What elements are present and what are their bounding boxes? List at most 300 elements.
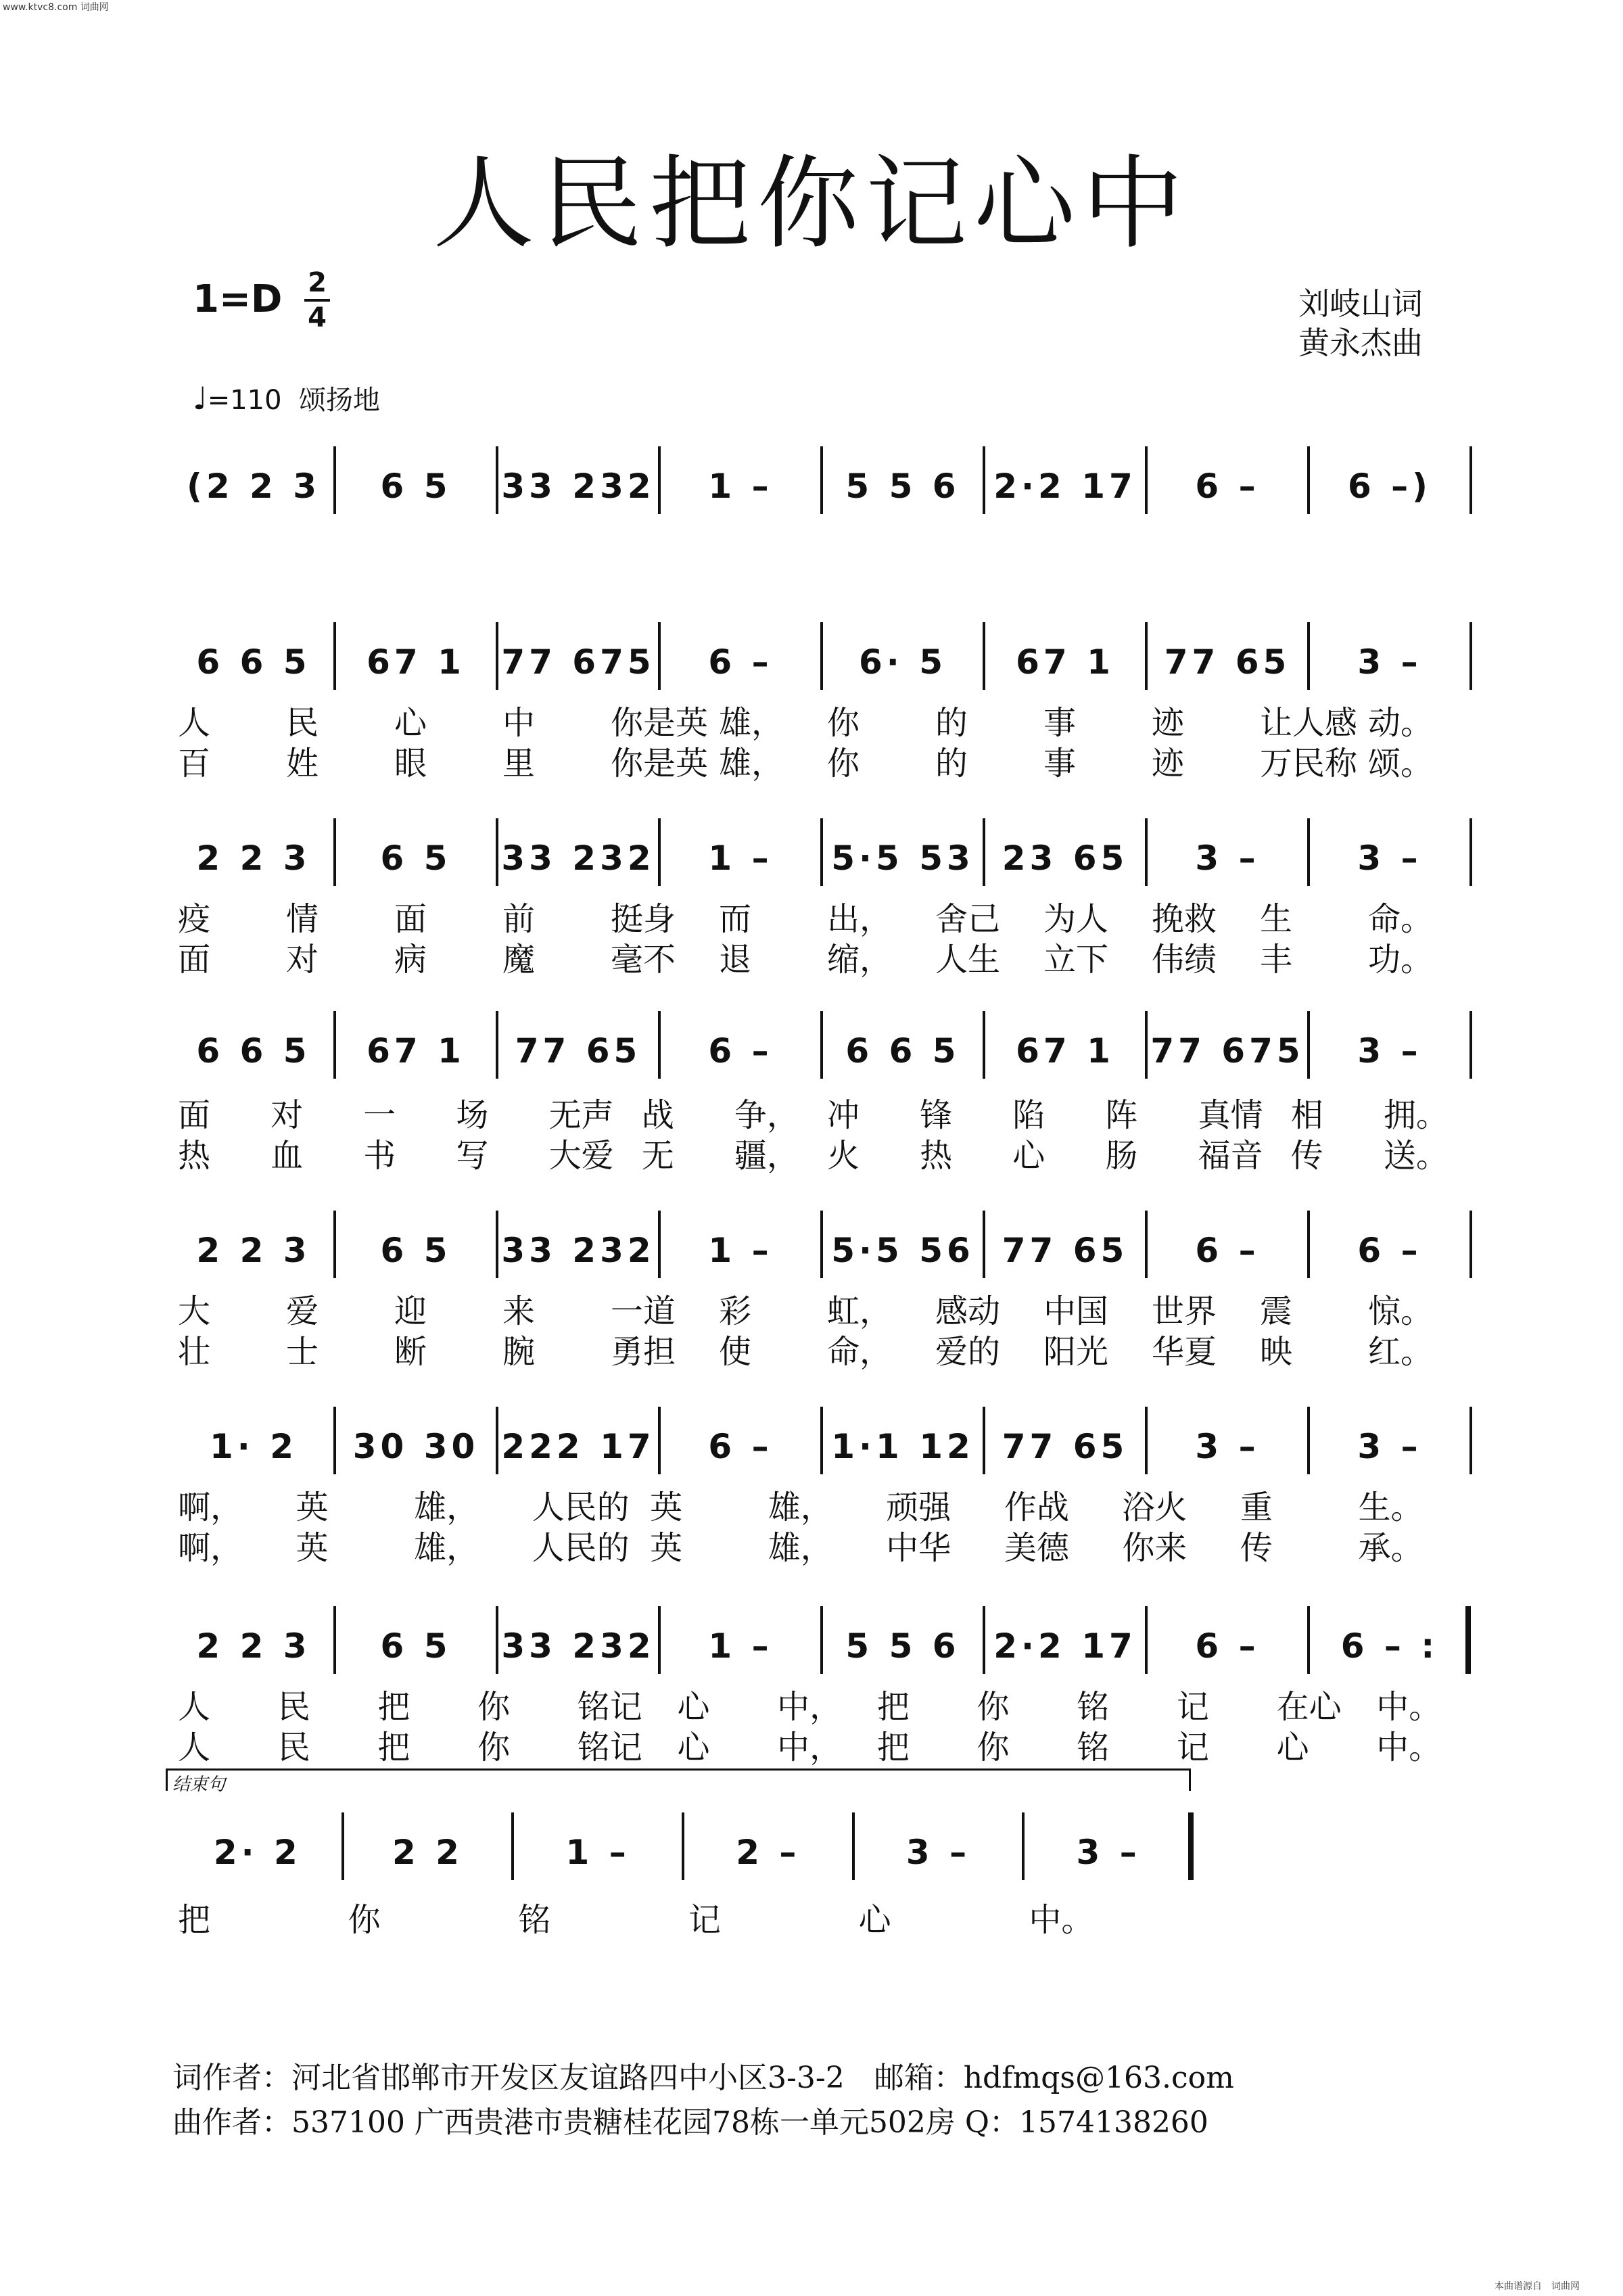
measure xyxy=(172,818,335,893)
time-signature xyxy=(304,268,330,333)
lyric-word: 雄， xyxy=(768,1489,833,1526)
lyric-word: 把 xyxy=(377,1688,410,1726)
lyric-word: 啊， xyxy=(178,1529,243,1567)
measure xyxy=(513,1812,683,1887)
lyric-word: 热 xyxy=(178,1137,211,1175)
lyric-word: 你是英 xyxy=(611,745,709,782)
measure xyxy=(497,1407,659,1481)
measure-notes: 6 – xyxy=(1195,1231,1260,1270)
measure xyxy=(1146,1211,1309,1285)
measure xyxy=(1146,1407,1309,1481)
lyric-word: 世界 xyxy=(1152,1292,1217,1330)
lyricist-credit: 刘岐山词 xyxy=(1298,285,1423,322)
lyric-word: 人生 xyxy=(935,941,1001,979)
lyric-line-2 xyxy=(172,933,1471,979)
measure-notes: 3 – xyxy=(1195,839,1260,878)
lyric-word: 争， xyxy=(734,1096,799,1134)
lyric-word: 立下 xyxy=(1043,941,1109,979)
measure-notes: 1· 2 xyxy=(210,1427,298,1466)
measure xyxy=(1023,1812,1194,1887)
measure xyxy=(659,1011,822,1085)
measure-notes: 33 232 xyxy=(501,1231,655,1270)
measure xyxy=(497,818,659,893)
lyric-word: 退 xyxy=(719,941,752,979)
lyric-word: 一道 xyxy=(611,1292,676,1330)
measure xyxy=(172,1011,335,1085)
measure xyxy=(1309,1011,1471,1085)
lyric-word: 铭记 xyxy=(577,1729,642,1766)
measure xyxy=(1309,1407,1471,1481)
lyric-word: 心 xyxy=(858,1901,891,1939)
lyric-word: 勇担 xyxy=(611,1333,676,1371)
lyric-word: 传 xyxy=(1290,1137,1323,1175)
measure-notes: 3 – xyxy=(1357,642,1422,682)
lyric-word: 腕 xyxy=(502,1333,536,1371)
lyric-word: 民 xyxy=(286,704,319,742)
lyric-word: 火 xyxy=(827,1137,860,1175)
lyric-word: 顽强 xyxy=(886,1489,951,1526)
measure-notes: 5 5 6 xyxy=(845,467,960,506)
composer-contact: 曲作者：537100 广西贵港市贵糖桂花园78栋一单元502房 Q：1574138260 xyxy=(172,2105,1208,2140)
measure-notes: 77 65 xyxy=(515,1031,642,1071)
lyric-word: 人 xyxy=(178,1688,211,1726)
measure-notes: 1 – xyxy=(708,839,773,878)
lyric-word: 你 xyxy=(977,1729,1010,1766)
measure-notes: 3 – xyxy=(1195,1427,1260,1466)
lyric-word: 对 xyxy=(286,941,319,979)
measure xyxy=(822,1606,984,1681)
measure-notes: 5·5 56 xyxy=(831,1231,974,1270)
lyric-word: 送。 xyxy=(1383,1137,1449,1175)
lyric-word: 命。 xyxy=(1368,900,1434,938)
measure xyxy=(335,1211,497,1285)
lyric-word: 阵 xyxy=(1105,1096,1138,1134)
lyric-word: 心 xyxy=(1012,1137,1045,1175)
measure-notes: 6 – xyxy=(708,1031,773,1071)
key-signature: 1=D xyxy=(193,277,283,321)
lyric-word: 福音 xyxy=(1198,1137,1263,1175)
measure-notes: 6 5 xyxy=(380,1626,452,1666)
measure xyxy=(822,622,984,697)
lyric-word: 中国 xyxy=(1043,1292,1109,1330)
lyric-word: 映 xyxy=(1260,1333,1293,1371)
lyric-word: 记 xyxy=(688,1901,722,1939)
measure xyxy=(1309,1606,1471,1681)
lyric-word: 无 xyxy=(641,1137,674,1175)
measure-notes: 6 6 5 xyxy=(845,1031,960,1071)
lyric-word: 病 xyxy=(394,941,427,979)
measure-notes: 77 65 xyxy=(1002,1427,1129,1466)
lyric-line-1 xyxy=(172,1681,1471,1726)
measure xyxy=(172,1606,335,1681)
measure-notes: 2 – xyxy=(736,1833,801,1872)
lyric-word: 场 xyxy=(456,1096,489,1134)
notation-row xyxy=(172,622,1471,697)
lyric-word: 出， xyxy=(827,900,893,938)
measure xyxy=(1146,818,1309,893)
measure-notes: 222 17 xyxy=(501,1427,655,1466)
lyric-word: 心 xyxy=(677,1688,710,1726)
measure-notes: 6 – xyxy=(1357,1231,1422,1270)
lyric-word: 眼 xyxy=(394,745,427,782)
measure xyxy=(984,1606,1146,1681)
notation-row xyxy=(172,1011,1471,1085)
measure-notes: 33 232 xyxy=(501,839,655,878)
lyric-word: 大 xyxy=(178,1292,211,1330)
corner-mark: 本曲谱源自 词曲网 xyxy=(1495,2281,1580,2292)
footer xyxy=(172,2056,1234,2145)
lyric-word: 无声 xyxy=(548,1096,614,1134)
measure-notes: 3 – xyxy=(905,1833,971,1872)
lyric-word: 中。 xyxy=(1029,1901,1094,1939)
lyric-word: 战 xyxy=(641,1096,674,1134)
lyric-word: 人 xyxy=(178,704,211,742)
measure xyxy=(984,818,1146,893)
measure-notes: 67 1 xyxy=(367,1031,465,1071)
lyric-line-1 xyxy=(172,1089,1471,1134)
lyric-word: 心 xyxy=(1276,1729,1309,1766)
lyric-word: 浴火 xyxy=(1122,1489,1187,1526)
measure-notes: 6 –) xyxy=(1347,467,1432,506)
lyric-word: 传 xyxy=(1240,1529,1273,1567)
lyric-word: 英 xyxy=(296,1489,329,1526)
lyric-word: 生 xyxy=(1260,900,1293,938)
lyric-word: 重 xyxy=(1240,1489,1273,1526)
measure xyxy=(853,1812,1024,1887)
lyric-word: 人民的 xyxy=(532,1529,630,1567)
lyric-word: 为人 xyxy=(1043,900,1109,938)
measure-notes: 23 65 xyxy=(1002,839,1129,878)
lyric-word: 魔 xyxy=(502,941,536,979)
lyric-word: 心 xyxy=(677,1729,710,1766)
lyric-word: 毫不 xyxy=(611,941,676,979)
lyric-word: 士 xyxy=(286,1333,319,1371)
lyric-word: 对 xyxy=(270,1096,304,1134)
measure-notes: 67 1 xyxy=(367,642,465,682)
lyric-word: 书 xyxy=(363,1137,396,1175)
lyric-word: 阳光 xyxy=(1043,1333,1109,1371)
measure xyxy=(335,1606,497,1681)
lyric-word: 你 xyxy=(827,704,860,742)
lyric-word: 面 xyxy=(178,1096,211,1134)
lyric-word: 大爱 xyxy=(548,1137,614,1175)
lyric-line-2 xyxy=(172,1522,1471,1567)
lyric-word: 彩 xyxy=(719,1292,752,1330)
lyric-word: 一 xyxy=(363,1096,396,1134)
lyric-word: 雄， xyxy=(719,704,784,742)
lyric-word: 挺身 xyxy=(611,900,676,938)
lyric-word: 真情 xyxy=(1198,1096,1263,1134)
lyric-word: 把 xyxy=(178,1901,211,1939)
lyric-word: 动。 xyxy=(1368,704,1434,742)
measure xyxy=(822,1011,984,1085)
lyric-word: 铭记 xyxy=(577,1688,642,1726)
measure xyxy=(335,818,497,893)
lyric-word: 你来 xyxy=(1122,1529,1187,1567)
lyric-line-1 xyxy=(172,1481,1471,1526)
lyric-word: 面 xyxy=(178,941,211,979)
lyric-word: 你是英 xyxy=(611,704,709,742)
lyric-word: 感动 xyxy=(935,1292,1001,1330)
tempo-value: =110 xyxy=(207,385,282,416)
measure xyxy=(1309,622,1471,697)
lyric-word: 肠 xyxy=(1105,1137,1138,1175)
lyric-word: 铭 xyxy=(1077,1729,1110,1766)
lyric-word: 民 xyxy=(277,1688,310,1726)
barline xyxy=(1469,446,1472,514)
measure-notes: 30 30 xyxy=(352,1427,479,1466)
measure xyxy=(172,1211,335,1285)
measure xyxy=(984,446,1146,521)
measure-notes: 1 – xyxy=(565,1833,630,1872)
lyric-word: 热 xyxy=(920,1137,953,1175)
lyric-word: 冲 xyxy=(827,1096,860,1134)
lyric-word: 在心 xyxy=(1276,1688,1342,1726)
measure xyxy=(172,446,335,521)
measure-notes: 1 – xyxy=(708,1626,773,1666)
lyric-word: 铭 xyxy=(518,1901,551,1939)
lyric-line-2 xyxy=(172,1129,1471,1175)
notation-row xyxy=(172,818,1471,893)
measure-notes: (2 2 3 xyxy=(186,467,321,506)
lyric-word: 惊。 xyxy=(1368,1292,1434,1330)
lyric-word: 中， xyxy=(777,1729,843,1766)
barline xyxy=(1465,1606,1471,1674)
lyric-word: 记 xyxy=(1176,1729,1209,1766)
lyric-line-1 xyxy=(172,1285,1471,1330)
measure-notes: 67 1 xyxy=(1016,642,1114,682)
barline xyxy=(1469,1407,1472,1474)
lyric-word: 情 xyxy=(286,900,319,938)
lyric-word: 拥。 xyxy=(1383,1096,1449,1134)
measure xyxy=(497,1606,659,1681)
lyric-line-2 xyxy=(172,737,1471,782)
measure xyxy=(497,1011,659,1085)
measure-notes: 1·1 12 xyxy=(831,1427,974,1466)
lyric-word: 壮 xyxy=(178,1333,211,1371)
measure-notes: 33 232 xyxy=(501,1626,655,1666)
measure xyxy=(659,1211,822,1285)
lyric-word: 陷 xyxy=(1012,1096,1045,1134)
lyric-word: 把 xyxy=(876,1729,910,1766)
lyric-word: 写 xyxy=(456,1137,489,1175)
measure-notes: 2·2 17 xyxy=(993,467,1137,506)
measure xyxy=(683,1812,853,1887)
lyric-word: 的 xyxy=(935,704,968,742)
measure-notes: 1 – xyxy=(708,467,773,506)
measure-notes: 6 – xyxy=(1195,467,1260,506)
song-title: 人民把你记心中 xyxy=(432,145,1190,263)
lyric-word: 血 xyxy=(270,1137,304,1175)
lyric-word: 而 xyxy=(719,900,752,938)
lyric-word: 来 xyxy=(502,1292,536,1330)
measure-notes: 33 232 xyxy=(501,467,655,506)
lyric-word: 雄， xyxy=(414,1489,479,1526)
lyric-word: 迹 xyxy=(1152,745,1185,782)
barline xyxy=(1469,1211,1472,1278)
lyric-word: 英 xyxy=(650,1489,683,1526)
lyric-word: 迎 xyxy=(394,1292,427,1330)
measure-notes: 2 2 3 xyxy=(196,1231,311,1270)
measure xyxy=(1309,1211,1471,1285)
measure xyxy=(1146,446,1309,521)
lyric-word: 美德 xyxy=(1004,1529,1069,1567)
lyric-word: 锋 xyxy=(920,1096,953,1134)
measure xyxy=(1146,1606,1309,1681)
lyric-word: 颂。 xyxy=(1368,745,1434,782)
measure xyxy=(822,446,984,521)
lyric-word: 让人感 xyxy=(1260,704,1358,742)
measure xyxy=(659,1606,822,1681)
expression-marking: 颂扬地 xyxy=(299,385,381,416)
lyric-word: 疫 xyxy=(178,900,211,938)
lyric-word: 作战 xyxy=(1004,1489,1069,1526)
notation-row xyxy=(172,1407,1471,1481)
lyric-word: 万民称 xyxy=(1260,745,1358,782)
measure-notes: 67 1 xyxy=(1016,1031,1114,1071)
lyric-word: 民 xyxy=(277,1729,310,1766)
lyric-word: 挽救 xyxy=(1152,900,1217,938)
lyric-word: 中。 xyxy=(1376,1729,1442,1766)
measure-notes: 2 2 xyxy=(392,1833,463,1872)
measure-notes: 6 – xyxy=(708,1427,773,1466)
lyric-word: 丰 xyxy=(1260,941,1293,979)
lyric-word: 舍己 xyxy=(935,900,1001,938)
measure-notes: 77 65 xyxy=(1164,642,1291,682)
measure-notes: 77 675 xyxy=(1150,1031,1304,1071)
measure xyxy=(984,1011,1146,1085)
time-signature-divider xyxy=(304,299,330,302)
lyric-word: 中 xyxy=(502,704,536,742)
lyric-word: 缩， xyxy=(827,941,893,979)
lyric-word: 相 xyxy=(1290,1096,1323,1134)
lyric-word: 你 xyxy=(477,1729,511,1766)
time-signature-top: 2 xyxy=(308,267,327,298)
measure-notes: 5 5 6 xyxy=(845,1626,960,1666)
measure xyxy=(335,1011,497,1085)
lyric-word: 迹 xyxy=(1152,704,1185,742)
measure xyxy=(822,1211,984,1285)
measure xyxy=(1309,446,1471,521)
credits xyxy=(1298,284,1423,362)
measure xyxy=(497,1211,659,1285)
measure xyxy=(1309,818,1471,893)
lyric-word: 把 xyxy=(377,1729,410,1766)
measure-notes: 3 – xyxy=(1076,1833,1141,1872)
measure-notes: 5·5 53 xyxy=(831,839,974,878)
measure xyxy=(659,818,822,893)
lyric-word: 你 xyxy=(348,1901,381,1939)
measure-notes: 2 2 3 xyxy=(196,839,311,878)
lyric-line-2 xyxy=(172,1326,1471,1371)
measure-notes: 6 – xyxy=(1195,1626,1260,1666)
lyric-word: 虹， xyxy=(827,1292,893,1330)
lyric-word: 红。 xyxy=(1368,1333,1434,1371)
lyric-word: 生。 xyxy=(1358,1489,1424,1526)
notation-row xyxy=(172,446,1471,521)
lyric-word: 爱的 xyxy=(935,1333,1001,1371)
measure xyxy=(172,1407,335,1481)
quarter-note-icon: ♩ xyxy=(193,380,208,417)
lyric-word: 中。 xyxy=(1376,1688,1442,1726)
measure-notes: 3 – xyxy=(1357,839,1422,878)
measure-notes: 77 675 xyxy=(501,642,655,682)
lyric-word: 你 xyxy=(477,1688,511,1726)
lyric-word: 断 xyxy=(394,1333,427,1371)
measure xyxy=(335,1407,497,1481)
measure xyxy=(335,622,497,697)
lyric-word: 把 xyxy=(876,1688,910,1726)
lyric-word: 姓 xyxy=(286,745,319,782)
lyric-word: 命， xyxy=(827,1333,893,1371)
lyricist-contact: 词作者：河北省邯郸市开发区友谊路四中小区3-3-2 邮箱：hdfmqs@163.com xyxy=(172,2061,1234,2095)
measure xyxy=(1146,622,1309,697)
barline xyxy=(1469,818,1472,886)
measure xyxy=(659,622,822,697)
lyric-word: 前 xyxy=(502,900,536,938)
time-signature-bottom: 4 xyxy=(308,302,327,333)
lyric-line-1 xyxy=(172,697,1471,742)
lyric-word: 承。 xyxy=(1358,1529,1424,1567)
lyric-word: 使 xyxy=(719,1333,752,1371)
lyric-line-1 xyxy=(172,1894,1471,1939)
lyric-word: 人民的 xyxy=(532,1489,630,1526)
ending-bracket xyxy=(166,1768,1191,1791)
site-header: www.ktvc8.com 词曲网 xyxy=(3,2,109,13)
barline xyxy=(1469,622,1472,690)
lyric-word: 功。 xyxy=(1368,941,1434,979)
measure xyxy=(343,1812,513,1887)
composer-credit: 黄永杰曲 xyxy=(1298,325,1423,361)
lyric-word: 你 xyxy=(827,745,860,782)
lyric-word: 事 xyxy=(1043,745,1077,782)
measure-notes: 2 2 3 xyxy=(196,1626,311,1666)
measure xyxy=(659,446,822,521)
lyric-word: 雄， xyxy=(414,1529,479,1567)
lyric-line-2 xyxy=(172,1721,1471,1766)
ending-label: 结束句 xyxy=(172,1775,226,1795)
measure-notes: 3 – xyxy=(1357,1031,1422,1071)
measure-notes: 6 5 xyxy=(380,467,452,506)
lyric-word: 中华 xyxy=(886,1529,951,1567)
lyric-word: 面 xyxy=(394,900,427,938)
measure-notes: 2· 2 xyxy=(213,1833,302,1872)
measure-notes: 6 6 5 xyxy=(196,642,311,682)
lyric-word: 中， xyxy=(777,1688,843,1726)
measure-notes: 1 – xyxy=(708,1231,773,1270)
measure-notes: 6 6 5 xyxy=(196,1031,311,1071)
lyric-word: 里 xyxy=(502,745,536,782)
lyric-word: 事 xyxy=(1043,704,1077,742)
lyric-word: 啊， xyxy=(178,1489,243,1526)
measure-notes: 6 – xyxy=(708,642,773,682)
lyric-word: 英 xyxy=(650,1529,683,1567)
notation-row xyxy=(172,1812,1471,1887)
measure xyxy=(1146,1011,1309,1085)
measure xyxy=(984,1211,1146,1285)
measure-notes: 6· 5 xyxy=(859,642,947,682)
measure xyxy=(822,1407,984,1481)
lyric-word: 爱 xyxy=(286,1292,319,1330)
lyric-word: 雄， xyxy=(768,1529,833,1567)
measure-notes: 77 65 xyxy=(1002,1231,1129,1270)
lyric-word: 铭 xyxy=(1077,1688,1110,1726)
lyric-word: 你 xyxy=(977,1688,1010,1726)
lyric-word: 记 xyxy=(1176,1688,1209,1726)
notation-row xyxy=(172,1606,1471,1681)
measure xyxy=(984,1407,1146,1481)
tempo-marking xyxy=(193,379,380,417)
